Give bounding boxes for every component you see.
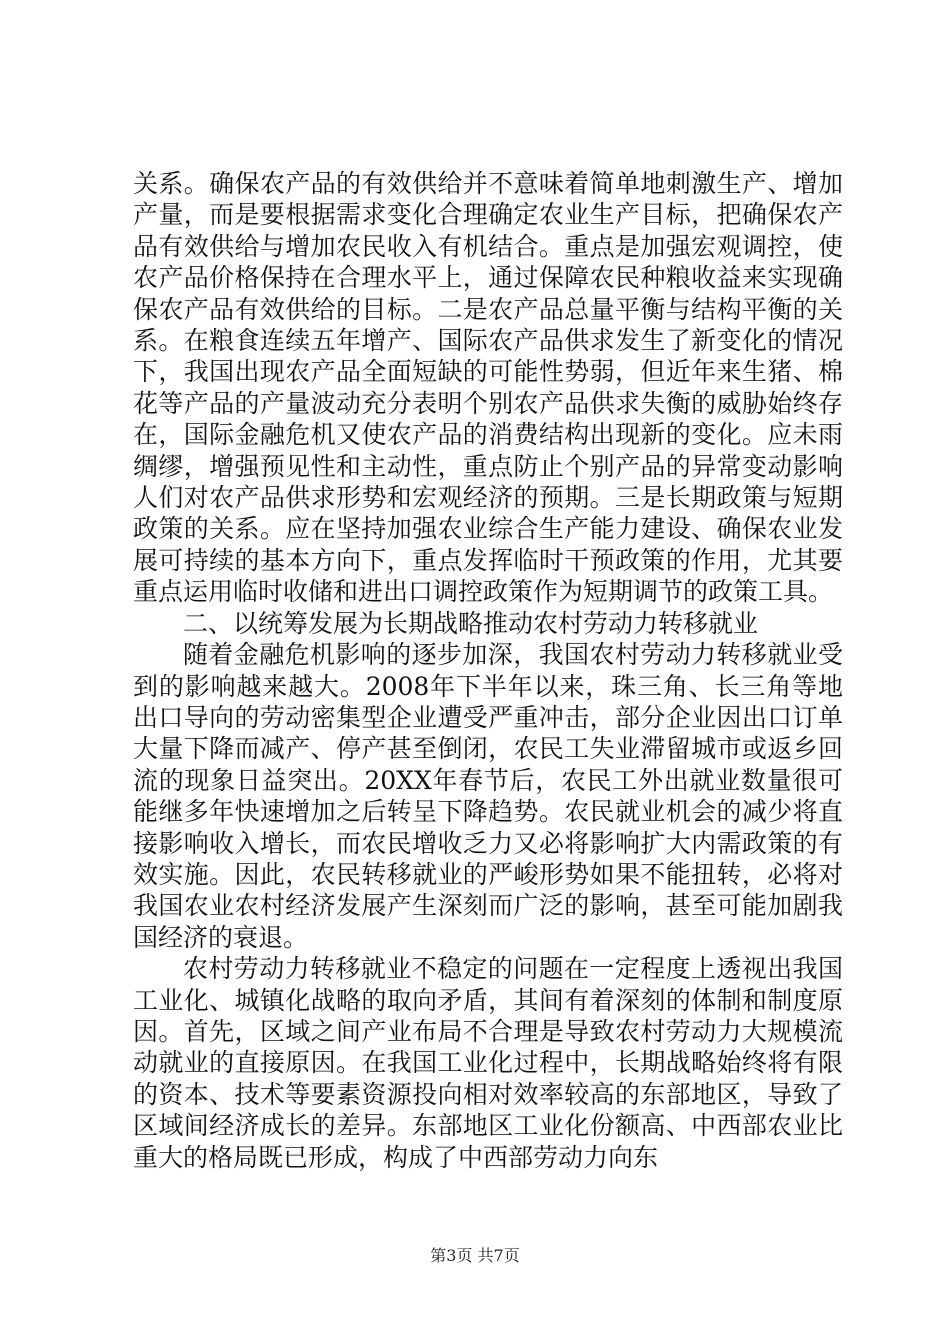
body-paragraph: 关系。确保农产品的有效供给并不意味着简单地刺激生产、增加产量，而是要根据需求变化合理确定农业生产目标，把确保农产品有效供给与增加农民收入有机结合。重点是加强宏观调控，使农产品价格保持在合理水平上，通过保障农民种粮收益来实现确保农产品有效供给的目标。二是农产品总量平衡与结构平衡的关系。在粮食连续五年增产、国际农产品供求发生了新变化的情况下，我国出现农产品全面短缺的可能性势弱，但近年来生猪、棉花等产品的产量波动充分表明个别农产品供求失衡的威胁始终存在，国际金融危机又使农产品的消费结构出现新的变化。应未雨绸缪，增强预见性和主动性，重点防止个别产品的异常变动影响人们对农产品供求形势和宏观经济的预期。三是长期政策与短期政策的关系。应在坚持加强农业综合生产能力建设、确保农业发展可持续的基本方向下，重点发挥临时干预政策的作用，尤其要重点运用临时收储和进出口调控政策作为短期调节的政策工具。	[133, 169, 843, 607]
body-paragraph: 农村劳动力转移就业不稳定的问题在一定程度上透视出我国工业化、城镇化战略的取向矛盾，其间有着深刻的体制和制度原因。首先，区域之间产业布局不合理是导致农村劳动力大规模流动就业的直接原因。在我国工业化过程中，长期战略始终将有限的资本、技术等要素资源投向相对效率较高的东部地区，导致了区域间经济成长的差异。东部地区工业化份额高、中西部农业比重大的格局既已形成，构成了中西部劳动力向东	[133, 954, 843, 1172]
document-body	[133, 168, 843, 1173]
body-paragraph: 随着金融危机影响的逐步加深，我国农村劳动力转移就业受到的影响越来越大。2008年下半年以来，珠三角、长三角等地出口导向的劳动密集型企业遭受严重冲击，部分企业因出口订单大量下降而减产、停产甚至倒闭，农民工失业滞留城市或返乡回流的现象日益突出。20XX年春节后，农民工外出就业数量很可能继多年快速增加之后转呈下降趋势。农民就业机会的减少将直接影响收入增长，而农民增收乏力又必将影响扩大内需政策的有效实施。因此，农民转移就业的严峻形势如果不能扭转，必将对我国农业农村经济发展产生深刻而广泛的影响，甚至可能加剧我国经济的衰退。	[133, 640, 843, 952]
section-heading: 二、以统筹发展为长期战略推动农村劳动力转移就业	[183, 608, 759, 638]
page-footer: 第3页 共7页	[430, 1246, 520, 1265]
